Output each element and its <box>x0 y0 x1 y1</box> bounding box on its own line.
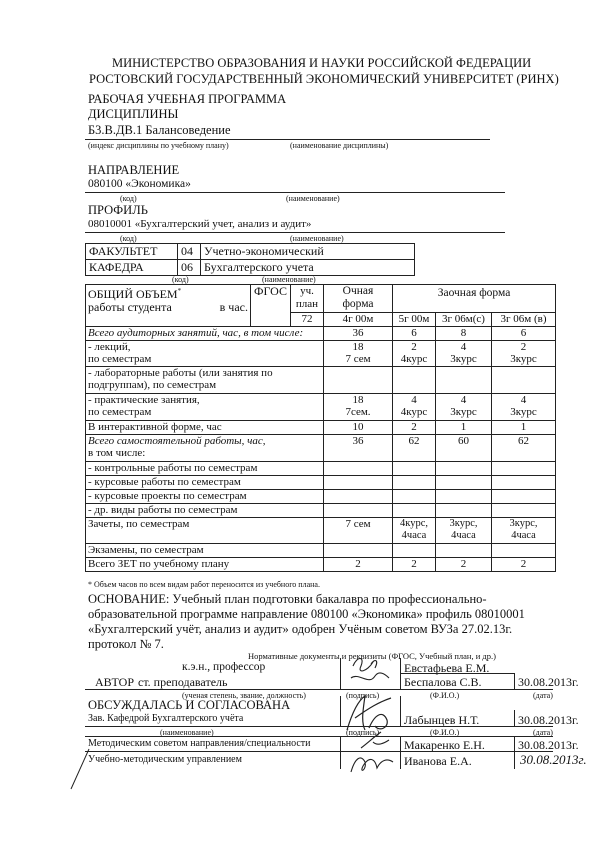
caption-approval-sign: (подпись) <box>346 728 380 737</box>
row-ctrl-label: - контрольные работы по семестрам <box>86 461 324 475</box>
cell-value: 1 <box>492 420 556 434</box>
program-subtitle: ДИСЦИПЛИНЫ <box>88 107 179 121</box>
header-volume-star: * <box>177 287 182 295</box>
workload-table <box>85 284 556 572</box>
table-header-row <box>86 285 556 313</box>
col-extramural-3: 3г 06м (в) <box>492 313 556 327</box>
cell-value: 7 сем <box>324 517 393 543</box>
council-underline <box>85 751 553 752</box>
department-name: Бухгалтерского учета <box>201 260 415 276</box>
header-extramural: Заочная форма <box>393 285 556 313</box>
caption-discipline-name: (наименование дисциплины) <box>290 141 389 150</box>
cell-bottom: 4часа <box>451 530 476 541</box>
profile-label: ПРОФИЛЬ <box>88 203 148 217</box>
cell-bottom: 7 сем <box>345 353 371 365</box>
table-row <box>86 489 556 503</box>
cell-value: 1 <box>436 420 492 434</box>
table-row <box>86 434 556 461</box>
row-lab-label-1: - лабораторные работы (или занятия по <box>88 366 273 379</box>
cell-value: 10 <box>324 420 393 434</box>
cell-top: 2 <box>411 340 417 353</box>
cell-value <box>436 517 492 543</box>
basis-line-2: образовательной программе направление 080100 «Экономика» профиль 08010001 <box>88 607 525 621</box>
row-proj-label: - курсовые проекты по семестрам <box>86 489 324 503</box>
cell-bottom: 4курс <box>400 353 428 365</box>
approval-name: Лабынцев Н.Т. <box>404 713 480 727</box>
cell-value: 6 <box>393 327 436 341</box>
header-fgos: ФГОС <box>251 285 291 327</box>
cell-bottom: 7сем. <box>345 406 371 418</box>
col-extramural-2: 3г 06м(с) <box>436 313 492 327</box>
author-date: 30.08.2013г. <box>518 675 579 689</box>
cell-value <box>436 393 492 420</box>
cell-value: 60 <box>436 434 492 461</box>
table-row <box>86 543 556 557</box>
cell-top: 3курс, <box>449 517 478 529</box>
basis-line-4: протокол № 7. <box>88 637 164 651</box>
row-self-label-2: в том числе: <box>88 447 146 459</box>
row-zet-label: Всего ЗЕТ по учебному плану <box>86 557 324 571</box>
author-name-1: Евстафьева Е.М. <box>404 661 490 675</box>
row-pr-label-2: по семестрам <box>88 406 152 418</box>
table-row <box>86 557 556 571</box>
ministry-title: МИНИСТЕРСТВО ОБРАЗОВАНИЯ И НАУКИ РОССИЙСКОЙ ФЕДЕРАЦИИ <box>112 56 532 70</box>
faculty-code: 04 <box>178 244 201 260</box>
header-plan-2: план <box>295 297 319 310</box>
table-row <box>86 393 556 420</box>
cell-bottom: 3курс <box>450 406 477 418</box>
author-position: ст. преподаватель <box>138 675 228 689</box>
row-cred-label: Зачеты, по семестрам <box>86 517 324 543</box>
department-label: КАФЕДРА <box>86 260 178 276</box>
row-pr-label-1: - практические занятия, <box>88 393 200 406</box>
cell-value <box>324 393 393 420</box>
cell-top: 3курс, <box>509 517 538 529</box>
cell-top: 4 <box>411 393 417 406</box>
table-row <box>86 503 556 517</box>
caption-department-name: (наименование) <box>262 275 316 284</box>
basis-line-3: «Бухгалтерский учёт, анализ и аудит» одобрен Учёным советом ВУЗа 27.02.13г. <box>88 622 513 636</box>
faculty-department-table <box>85 243 415 276</box>
table-row <box>86 340 556 366</box>
row-lab-label <box>86 366 324 393</box>
university-title: РОСТОВСКИЙ ГОСУДАРСТВЕННЫЙ ЭКОНОМИЧЕСКИЙ УНИВЕРСИТЕТ (РИНХ) <box>89 72 559 86</box>
header-volume: ОБЩИЙ ОБЪЕМ <box>88 287 178 301</box>
author-degree: к.э.н., профессор <box>182 661 266 673</box>
header-plan <box>291 285 324 313</box>
caption-profile-code: (код) <box>120 234 137 243</box>
table-row <box>86 475 556 489</box>
cell-value: 2 <box>393 557 436 571</box>
header-volume-2: работы студента <box>88 299 172 314</box>
caption-direction-code: (код) <box>120 194 137 203</box>
cell-bottom: 4часа <box>511 530 536 541</box>
row-exam-label: Экзамены, по семестрам <box>86 543 324 557</box>
program-title: РАБОЧАЯ УЧЕБНАЯ ПРОГРАММА <box>88 92 287 106</box>
row-lab-label-2: подгруппам), по семестрам <box>88 379 217 391</box>
col-extramural-1: 5г 00м <box>393 313 436 327</box>
council-name: Макаренко Е.Н. <box>404 738 485 752</box>
profile-value: 08010001 «Бухгалтерский учет, анализ и аудит» <box>88 218 312 230</box>
header-hours: в час. <box>219 299 248 314</box>
row-self-label <box>86 434 324 461</box>
cell-value: 62 <box>492 434 556 461</box>
header-fulltime: Очная форма <box>324 285 393 313</box>
approval-label: ОБСУЖДАЛАСЬ И СОГЛАСОВАНА <box>88 698 291 712</box>
author-underline <box>85 689 553 690</box>
basis-caption: Нормативные документы и реквизиты (ФГОС, Учебный план, и др.) <box>248 651 496 661</box>
header-plan-1: уч. <box>300 285 314 297</box>
cell-bottom: 4часа <box>401 530 427 541</box>
direction-underline <box>85 192 505 193</box>
row-other-label: - др. виды работы по семестрам <box>86 503 324 517</box>
office-label: Учебно-методическим управлением <box>88 754 242 765</box>
caption-department-code: (код) <box>172 275 189 284</box>
row-int-label: В интерактивной форме, час <box>86 420 324 434</box>
cell-value: 8 <box>436 327 492 341</box>
cell-value <box>393 393 436 420</box>
cell-value <box>492 340 556 366</box>
caption-sign: (подпись) <box>346 691 380 700</box>
row-lec-label-1: - лекций, <box>88 340 131 353</box>
direction-value: 080100 «Экономика» <box>88 178 191 190</box>
cell-value: 62 <box>393 434 436 461</box>
cell-value: 2 <box>492 557 556 571</box>
cell-value: 36 <box>324 327 393 341</box>
cell-top: 2 <box>520 340 527 353</box>
cell-bottom: 3курс <box>510 406 537 418</box>
caption-index: (индекс дисциплины по учебному плану) <box>88 141 229 150</box>
caption-fio: (Ф.И.О.) <box>430 691 460 700</box>
caption-direction-name: (наименование) <box>286 194 340 203</box>
office-signature <box>345 748 400 780</box>
profile-underline <box>85 232 505 233</box>
caption-approval-date: (дата) <box>533 728 553 737</box>
cell-value: 6 <box>492 327 556 341</box>
cell-value <box>324 340 393 366</box>
row-course-label: - курсовые работы по семестрам <box>86 475 324 489</box>
office-date: 30.08.2013г. <box>520 752 587 767</box>
approval-date: 30.08.2013г. <box>518 713 579 727</box>
row-pr-label <box>86 393 324 420</box>
faculty-label: ФАКУЛЬТЕТ <box>86 244 178 260</box>
table-row <box>86 517 556 543</box>
approval-underline <box>85 726 553 727</box>
row-self-label-1: Всего самостоятельной работы, час, <box>88 434 266 447</box>
caption-profile-name: (наименование) <box>290 234 344 243</box>
faculty-name: Учетно-экономический <box>201 244 415 260</box>
council-date: 30.08.2013г. <box>518 738 579 752</box>
department-code: 06 <box>178 260 201 276</box>
discipline-code: Б3.В.ДВ.1 Балансоведение <box>88 123 231 137</box>
discipline-underline <box>85 139 490 140</box>
cell-value <box>492 393 556 420</box>
caption-approval-fio: (Ф.И.О.) <box>430 728 460 737</box>
cell-top: 18 <box>352 340 364 353</box>
cell-bottom: 3курс <box>510 353 537 365</box>
cell-bottom: 3курс <box>450 353 477 365</box>
cell-top: 4 <box>520 393 527 406</box>
cell-top: 4 <box>460 340 467 353</box>
caption-date: (дата) <box>533 691 553 700</box>
basis-line-1: ОСНОВАНИЕ: Учебный план подготовки бакалавра по профессионально- <box>88 592 487 606</box>
cell-value <box>393 517 436 543</box>
cell-top: 4курс, <box>400 517 428 529</box>
table-row <box>86 420 556 434</box>
header-volume-cell <box>86 285 251 327</box>
footnote: * Объем часов по всем видам работ переносится из учебного плана. <box>88 580 320 589</box>
cell-bottom: 4курс <box>400 406 428 418</box>
row-aud-label: Всего аудиторных занятий, час, в том числе: <box>86 327 324 341</box>
caption-degree: (ученая степень, звание, должность) <box>182 691 306 700</box>
office-name: Иванова Е.А. <box>404 754 472 768</box>
cell-top: 18 <box>352 393 364 406</box>
cell-value: 36 <box>324 434 393 461</box>
cell-value: 2 <box>324 557 393 571</box>
cell-value <box>436 340 492 366</box>
cell-value <box>393 340 436 366</box>
row-lec-label-2: по семестрам <box>88 353 152 365</box>
caption-approval-name: (наименование) <box>160 728 214 737</box>
cell-top: 4 <box>460 393 467 406</box>
approval-dept: Зав. Кафедрой Бухгалтерского учёта <box>88 713 244 724</box>
row-lec-label <box>86 340 324 366</box>
table-row <box>86 366 556 393</box>
plan-value: 72 <box>291 313 324 327</box>
table-row <box>86 327 556 341</box>
margin-stroke <box>65 745 95 795</box>
author-signature <box>345 652 395 690</box>
author-label: АВТОР <box>95 675 135 689</box>
col-fulltime: 4г 00м <box>324 313 393 327</box>
cell-value: 2 <box>393 420 436 434</box>
table-row <box>86 461 556 475</box>
cell-value: 2 <box>436 557 492 571</box>
council-label: Методическим советом направления/специальности <box>88 738 311 749</box>
cell-value <box>492 517 556 543</box>
author-name-2: Беспалова С.В. <box>404 675 482 689</box>
direction-label: НАПРАВЛЕНИЕ <box>88 163 180 177</box>
